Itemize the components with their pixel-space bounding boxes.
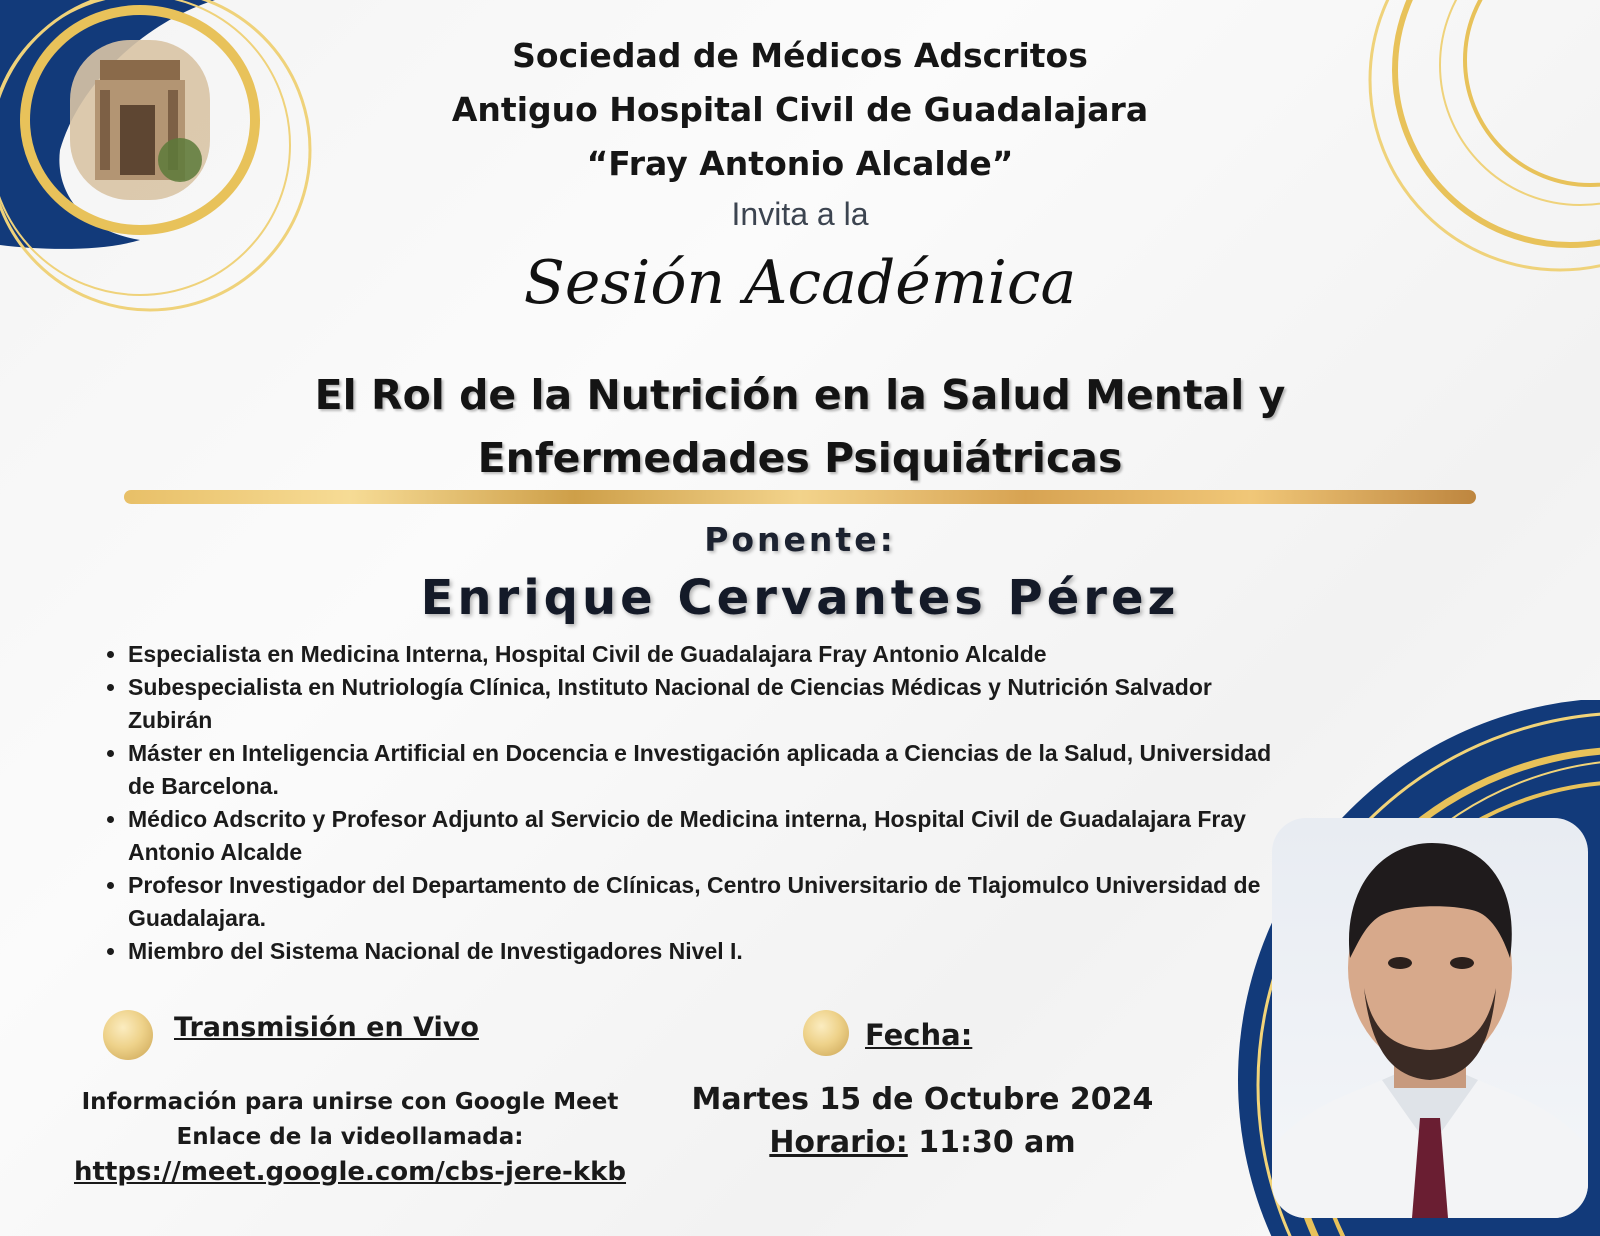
meet-link[interactable]: https://meet.google.com/cbs-jere-kkb bbox=[73, 1157, 627, 1187]
stream-info-line-2: Enlace de la videollamada: bbox=[176, 1124, 524, 1150]
event-type-title: Sesión Académica bbox=[523, 248, 1077, 318]
speaker-credentials bbox=[86, 638, 1278, 968]
speaker-photo bbox=[1272, 818, 1588, 1218]
org-line-1: Sociedad de Médicos Adscritos bbox=[512, 36, 1088, 75]
speaker-label: Ponente: bbox=[704, 520, 896, 559]
talk-title-line-1: El Rol de la Nutrición en la Salud Mental y bbox=[314, 371, 1286, 419]
credential-item: • Máster en Inteligencia Artificial en Docencia e Investigación aplicada a Ciencias de la Salud, Universidad de Barcelona. bbox=[128, 737, 1278, 803]
credential-item: • Médico Adscrito y Profesor Adjunto al Servicio de Medicina interna, Hospital Civil de Guadalajara Fray Antonio Alcalde bbox=[128, 803, 1278, 869]
event-date: Martes 15 de Octubre 2024 bbox=[691, 1082, 1154, 1117]
stream-info bbox=[40, 1085, 660, 1155]
stream-title: Transmisión en Vivo bbox=[174, 1012, 479, 1043]
time-label: Horario: bbox=[769, 1125, 908, 1160]
talk-title bbox=[0, 364, 1600, 490]
gold-dot-icon bbox=[803, 1010, 849, 1056]
credential-item: • Miembro del Sistema Nacional de Investigadores Nivel I. bbox=[128, 935, 1278, 968]
event-time-row bbox=[690, 1125, 1155, 1160]
talk-title-line-2: Enfermedades Psiquiátricas bbox=[477, 434, 1123, 482]
credential-item: • Especialista en Medicina Interna, Hospital Civil de Guadalajara Fray Antonio Alcalde bbox=[128, 638, 1278, 671]
credential-item: • Profesor Investigador del Departamento de Clínicas, Centro Universitario de Tlajomulco Universidad de Guadalajara. bbox=[128, 869, 1278, 935]
speaker-name: Enrique Cervantes Pérez bbox=[420, 570, 1180, 626]
stream-info-line-1: Información para unirse con Google Meet bbox=[81, 1089, 619, 1115]
org-line-3: “Fray Antonio Alcalde” bbox=[586, 144, 1014, 183]
invite-text: Invita a la bbox=[731, 196, 869, 232]
gold-divider bbox=[124, 490, 1476, 504]
credential-item: • Subespecialista en Nutriología Clínica, Instituto Nacional de Ciencias Médicas y Nutrición Salvador Zubirán bbox=[128, 671, 1278, 737]
event-time: 11:30 am bbox=[918, 1125, 1076, 1160]
speaker-portrait-icon bbox=[1272, 818, 1588, 1218]
organization-name bbox=[0, 29, 1600, 191]
date-label: Fecha: bbox=[865, 1018, 973, 1052]
org-line-2: Antiguo Hospital Civil de Guadalajara bbox=[451, 90, 1149, 129]
gold-dot-icon bbox=[103, 1010, 153, 1060]
